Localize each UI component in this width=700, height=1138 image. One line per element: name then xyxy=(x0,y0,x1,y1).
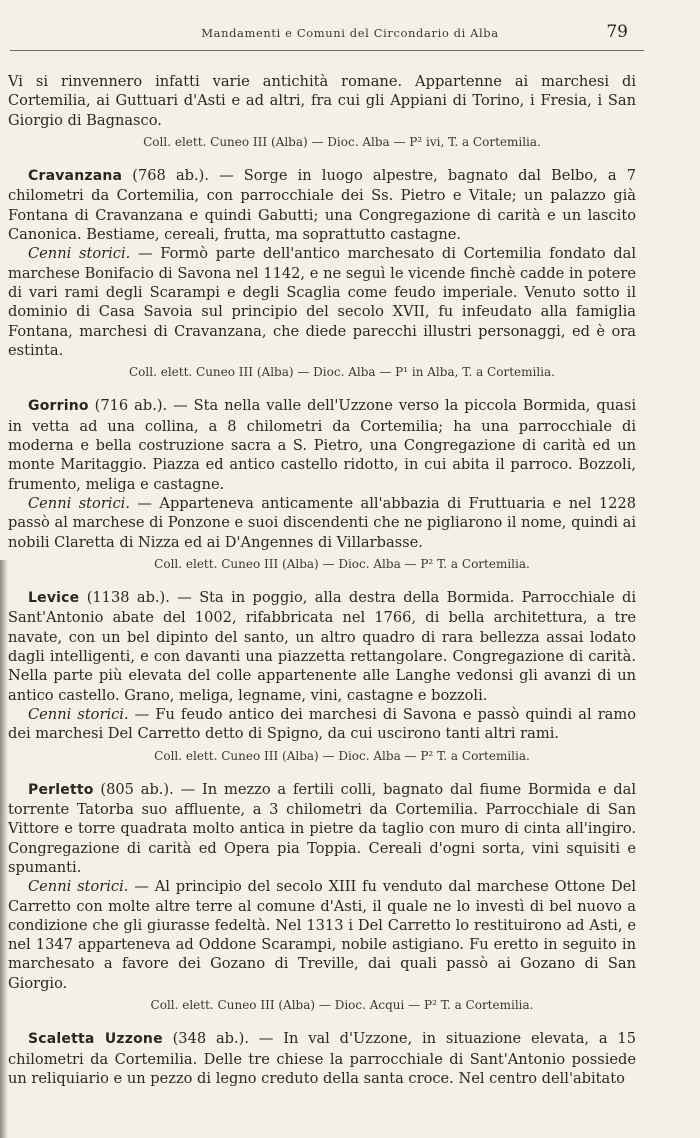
collegio-line: Coll. elett. Cuneo III (Alba) — Dioc. Alba — P² T. a Cortemilia. xyxy=(154,748,530,763)
intro-entry xyxy=(8,72,636,152)
cenni-text: — Formò parte dell'antico marchesato di Cortemilia fondato dal marchese Bonifacio di Savona nel 1142, e ne seguì le vicende finchè cadde in potere di vari rami degli Scarampi e degli Scaglia come feudo imperiale. Venuto sotto il dominio di Casa Savoia sul principio del secolo XVII, fu infeudato alla famiglia Fontana, marchesi di Cravanzana, che diede parecchi illustri personaggi, ed è ora estinta. xyxy=(8,245,637,359)
cenni-paragraph xyxy=(8,494,636,552)
entry-gorrino xyxy=(8,396,636,574)
cenni-label: Cenni storici. xyxy=(28,494,130,512)
page-number: 79 xyxy=(606,22,628,42)
entry-name: Gorrino xyxy=(28,398,89,415)
entry-name: Scaletta Uzzone xyxy=(28,1031,163,1048)
cenni-label: Cenni storici. xyxy=(28,245,131,263)
cenni-label: Cenni storici. xyxy=(28,705,129,723)
entry-name: Perletto xyxy=(28,781,94,798)
running-head: Mandamenti e Comuni del Circondario di Alba xyxy=(201,26,499,40)
collegio-line: Coll. elett. Cuneo III (Alba) — Dioc. Alba — P² ivi, T. a Cortemilia. xyxy=(143,134,541,149)
cenni-text: — Fu feudo antico dei marchesi di Savona e passò quindi al ramo dei marchesi Del Carretto detto di Spigno, da cui uscirono tanti altri rami. xyxy=(8,705,636,743)
cenni-paragraph xyxy=(8,877,636,993)
entry-name: Levice xyxy=(28,590,80,607)
entry-body: (805 ab.). — In mezzo a fertili colli, bagnato dal fiume Bormida e dal torrente Tatorba suo affluente, a 3 chilometri da Cortemilia. Parrocchiale di San Vittore e torre quadrata molto antica in pietre da taglio con muro di cinta all'ingiro. Congregazione di carità ed Opera pia Toppia. Cereali d'ogni sorta, vini squisiti e spumanti. xyxy=(8,780,636,876)
page-content xyxy=(8,72,636,1088)
entry-body: (768 ab.). — Sorge in luogo alpestre, bagnato dal Belbo, a 7 chilometri da Cortemilia, con parrocchiale dei Ss. Pietro e Vitale; un palazzo già Fontana di Cravanzana e quindi Gabutti; una Congregazione di carità e un lascito Canonica. Bestiame, cereali, frutta, ma soprattutto castagne. xyxy=(8,167,636,244)
entry-cravanzana xyxy=(8,166,636,382)
collegio-line: Coll. elett. Cuneo III (Alba) — Dioc. Acqui — P² T. a Cortemilia. xyxy=(150,998,534,1013)
entry-levice xyxy=(8,588,636,766)
entry-paragraph xyxy=(8,1029,636,1088)
collegio-line: Coll. elett. Cuneo III (Alba) — Dioc. Alba — P¹ in Alba, T. a Cortemilia. xyxy=(129,365,555,380)
entry-scaletta-uzzone xyxy=(8,1029,636,1088)
entry-body: (716 ab.). — Sta nella valle dell'Uzzone verso la piccola Bormida, quasi in vetta ad una collina, a 8 chilometri da Cortemilia; ha una parrocchiale di moderna e bella costruzione sacra a S. Pietro, una Congregazione di carità ed un monte Maritaggio. Piazza ed antico castello ridotto, in cui abita il parroco. Bozzoli, frumento, meliga e castagne. xyxy=(8,397,636,493)
entry-body: (348 ab.). — In val d'Uzzone, in situazione elevata, a 15 chilometri da Cortemilia. Delle tre chiese la parrocchiale di Sant'Antonio possiede un reliquiario e un pezzo di legno creduto della santa croce. Nel centro dell'abitato xyxy=(8,1030,636,1087)
cenni-label: Cenni storici. xyxy=(28,878,129,896)
entry-body: (1138 ab.). — Sta in poggio, alla destra della Bormida. Parrocchiale di Sant'Antonio abate del 1002, rifabbricata nel 1766, di bella architettura, a tre navate, con un bel dipinto del santo, un altro quadro di rara bellezza assai lodato dagli intelligenti, e con davanti una piazzetta rettangolare. Congregazione di carità. Nella parte più elevata del colle appartenente alle Langhe vedonsi gli avanzi di un antico castello. Grano, meliga, legname, vini, castagne e bozzoli. xyxy=(8,589,636,704)
entry-paragraph xyxy=(8,166,636,244)
collegio-line: Coll. elett. Cuneo III (Alba) — Dioc. Alba — P² T. a Cortemilia. xyxy=(154,556,530,571)
entry-perletto xyxy=(8,780,636,1016)
entry-paragraph xyxy=(8,396,636,493)
cenni-text: — Al principio del secolo XIII fu venduto dal marchese Ottone Del Carretto con molte altre terre al comune d'Asti, il quale ne lo investì di bel nuovo a condizione che gli giurasse fedeltà. Nel 1313 i Del Carretto lo restituirono ad Asti, e nel 1347 apparteneva ad Oddone Scarampi, nobile astigiano. Fu eretto in seguito in marchesato a favore dei Gozano di Treville, dai quali passò ai Gozano di San Giorgio. xyxy=(8,878,636,992)
cenni-text: — Apparteneva anticamente all'abbazia di Fruttuaria e nel 1228 passò al marchese di Ponzone e suoi discendenti che ne pigliarono il nome, quindi ai nobili Claretta di Nizza ed ai D'Angennes di Villarbasse. xyxy=(8,494,637,551)
page-header xyxy=(0,22,700,46)
cenni-paragraph xyxy=(8,705,636,744)
entry-name: Cravanzana xyxy=(28,168,123,185)
header-rule xyxy=(10,50,644,51)
entry-paragraph xyxy=(8,780,636,877)
page-edge-shadow xyxy=(0,560,8,1138)
cenni-paragraph xyxy=(8,244,636,360)
intro-paragraph: Vi si rinvennero infatti varie antichità romane. Appartenne ai marchesi di Cortemilia, ai Guttuari d'Asti e ad altri, fra cui gli Appiani di Torino, i Fresia, i San Giorgio di Bagnasco. xyxy=(8,73,636,129)
entry-paragraph xyxy=(8,588,636,705)
